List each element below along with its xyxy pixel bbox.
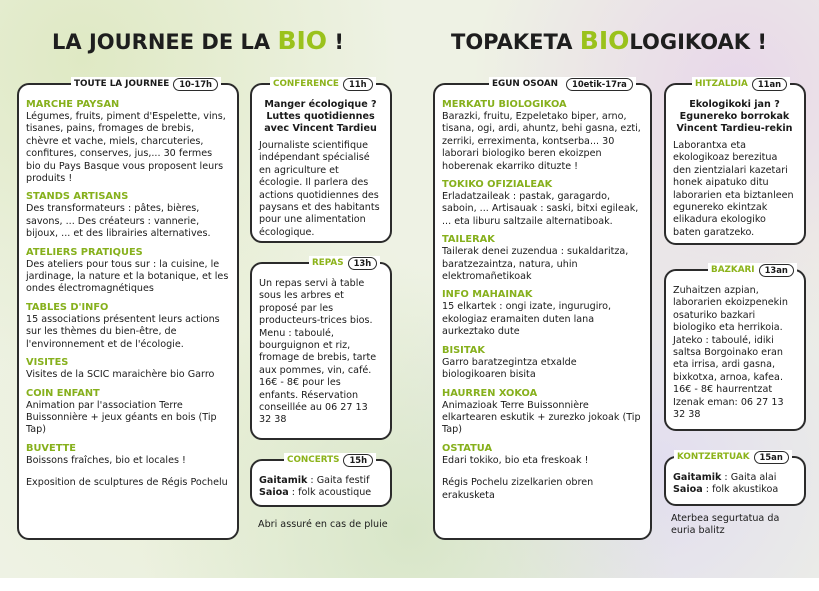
kontzertu-item-1-name: Gaitamik: [673, 472, 722, 483]
kontzertuak-tab-label: KONTZERTUAK: [677, 451, 750, 462]
bottom-strip: [0, 578, 819, 591]
toute-journee-section-text: Boissons fraîches, bio et locales !: [26, 454, 186, 466]
egun-osoan-box: [433, 78, 652, 540]
left-title: [52, 26, 344, 55]
hitzaldia-text: Laborantxa eta ekologikoaz berezitua den zientzialari kazetari honek aipatuko ditu laborarien eta biztanleen egunereko ekintzak elikadura ekologiko baten garatzeko.: [673, 140, 794, 238]
toute-journee-section-heading: COIN ENFANT: [26, 387, 100, 399]
conference-text: Journaliste scientifique indépendant spécialisé en agriculture et écologie. Il parlera des actions quotidiennes des paysans et des habitants pour une alimentation écologique.: [259, 140, 380, 238]
conference-tab: [270, 77, 376, 91]
toute-journee-section-text: Visites de la SCIC maraichère bio Garro: [26, 369, 215, 381]
egun-osoan-section-text: Garro baratzegintza etxalde biologikoaren bisita: [442, 356, 577, 381]
egun-osoan-section-text: Tailerak denei zuzendua : sukaldaritza, baratzezaintza, natura, uhin elektromañetikoak: [442, 246, 629, 283]
toute-journee-section-heading: TABLES D'INFO: [26, 301, 109, 313]
toute-journee-tab-label: TOUTE LA JOURNEE: [74, 78, 170, 89]
toute-journee-sections: [26, 99, 229, 467]
hitzaldia-tab: [692, 77, 790, 91]
egun-osoan-time: 10etik-17ra: [566, 78, 633, 91]
egun-osoan-section-text: 15 elkartek : ongi izate, ingurugiro, ekologiaz eramaiten duten lana aurkeztako dute: [442, 301, 612, 338]
bazkari-time: 13an: [759, 264, 794, 277]
egun-osoan-section-heading: BISITAK: [442, 344, 485, 356]
concerts-note: Abri assuré en cas de pluie: [258, 519, 388, 530]
egun-osoan-section-heading: TAILERAK: [442, 234, 495, 246]
concert-item-2: [259, 487, 382, 499]
bazkari-box: [664, 264, 806, 431]
bazkari-tab: [708, 263, 797, 277]
concert-item-2-name: Saioa: [259, 487, 289, 499]
bazkari-tab-label: BAZKARI: [711, 264, 755, 275]
toute-journee-section-text: Légumes, fruits, piment d'Espelette, vins, tisanes, pains, fromages de brebis, chèvre et vache, miels, charcuteries, confitures, conserves, jus,... 30 fermes bio du Pays Basque vous proposent leurs produits !: [26, 111, 226, 185]
left-title-suffix: !: [327, 30, 344, 54]
egun-osoan-section-heading: HAURREN XOKOA: [442, 387, 538, 399]
concerts-tab-label: CONCERTS: [287, 454, 340, 465]
conference-box: [250, 78, 392, 243]
left-title-bio: BIO: [277, 26, 328, 55]
toute-journee-section-text: 15 associations présentent leurs actions sur les thèmes du bien-être, de l'environnement et de l'écologie.: [26, 313, 220, 350]
concert-item-1-desc: : Gaita festif: [307, 475, 370, 486]
toute-journee-footer: Exposition de sculptures de Régis Pochelu: [26, 477, 228, 489]
conference-title: Manger écologique ? Luttes quotidiennes avec Vincent Tardieu: [264, 99, 377, 134]
kontzertu-item-1-desc: : Gaita alai: [721, 472, 777, 483]
toute-journee-section-heading: MARCHE PAYSAN: [26, 99, 120, 110]
toute-journee-section-heading: ATELIERS PRATIQUES: [26, 246, 143, 258]
kontzertuak-tab: [674, 450, 792, 464]
right-title-bio: BIO: [579, 26, 630, 55]
egun-osoan-tab: [489, 77, 636, 91]
right-title-suffix: LOGIKOAK !: [629, 30, 767, 54]
kontzertuak-time: 15an: [754, 451, 789, 464]
egun-osoan-sections: [442, 99, 642, 467]
kontzertu-item-2-desc: : folk akustikoa: [702, 484, 779, 496]
toute-journee-tab: [71, 77, 221, 91]
egun-osoan-section-text: Animazioak Terre Buissonnière elkartearen eskutik + zurezko jokoak (Tip Tap): [442, 399, 641, 436]
concert-item-1-name: Gaitamik: [259, 475, 308, 486]
repas-tab: [309, 256, 380, 270]
concerts-tab: [284, 453, 376, 467]
kontzertu-item-2-name: Saioa: [673, 484, 703, 496]
left-title-prefix: LA JOURNEE DE LA: [52, 30, 278, 54]
kontzertuak-note: Aterbea segurtatua da euria balitz: [671, 513, 780, 537]
concerts-time: 15h: [343, 454, 373, 467]
toute-journee-time: 10-17h: [173, 78, 218, 91]
egun-osoan-footer: Régis Pochelu zizelkarien obren erakusketa: [442, 477, 594, 501]
concerts-box: [250, 454, 392, 507]
right-title: [451, 26, 767, 55]
egun-osoan-section-heading: MERKATU BIOLOGIKOA: [442, 99, 567, 110]
hitzaldia-time: 11an: [752, 78, 787, 91]
bazkari-text: Zuhaitzen azpian, laborarien ekoizpenekin osaturiko bazkari biologiko eta herrikoia. Jateko : taboulé, idiki saltsa Borgoinako eran eta irrisa, ardi gasna, bixkotxa, arnoa, kafea. 16€ - 8€ haurrentzat Izenak eman: 06 27 13 32 38: [673, 285, 788, 421]
egun-osoan-section-heading: OSTATUA: [442, 442, 493, 454]
hitzaldia-tab-label: HITZALDIA: [695, 78, 748, 89]
toute-journee-section-text: Des ateliers pour tous sur : la cuisine, le jardinage, la nature et la botanique, et les ondes électromagnétiques: [26, 258, 229, 295]
concert-item-1: [259, 475, 382, 487]
toute-journee-section-text: Des transformateurs : pâtes, bières, savons, ... Des créateurs : vannerie, bijoux, ... et des librairies alternatives.: [26, 203, 211, 240]
conference-time: 11h: [343, 78, 373, 91]
hitzaldia-box: [664, 78, 806, 245]
kontzertu-item-1: [673, 472, 796, 484]
concert-item-2-desc: : folk acoustique: [288, 487, 372, 499]
repas-time: 13h: [348, 257, 378, 270]
hitzaldia-title: Ekologikoki jan ? Egunereko borrokak Vincent Tardieu-rekin: [676, 99, 793, 134]
repas-text: Un repas servi à table sous les arbres et proposé par les producteurs-trices bios. Menu : taboulé, bourguignon et riz, fromage de brebis, tarte aux pommes, vin, café. 16€ - 8€ pour les enfants. Réservation conseillée au 06 27 13 32 38: [259, 278, 377, 426]
conference-tab-label: CONFERENCE: [273, 78, 339, 89]
repas-box: [250, 257, 392, 440]
kontzertu-item-2: [673, 484, 796, 496]
kontzertuak-box: [664, 451, 806, 506]
toute-journee-section-heading: VISITES: [26, 357, 69, 369]
repas-tab-label: REPAS: [312, 257, 344, 268]
egun-osoan-section-heading: INFO MAHAINAK: [442, 289, 533, 301]
right-title-prefix: TOPAKETA: [451, 30, 580, 54]
toute-journee-section-heading: BUVETTE: [26, 442, 76, 454]
egun-osoan-section-text: Erladatzaileak : pastak, garagardo, saboin, ... Artisauak : saski, bitxi egileak, ... eta liburu saltzaile alternatiboak.: [442, 191, 639, 227]
egun-osoan-section-text: Barazki, fruitu, Ezpeletako biper, arno, tisana, ogi, ardi, ahuntz, behi gasna, ezti, zerriki, erreximenta, kontserba... 30 laborari biologiko beren ekoizpen hoberenak ekarriko dituzte !: [442, 111, 641, 172]
toute-journee-box: [17, 78, 239, 540]
egun-osoan-section-heading: TOKIKO OFIZIALEAK: [442, 179, 553, 191]
toute-journee-section-text: Animation par l'association Terre Buissonnière + jeux géants en bois (Tip Tap): [26, 399, 217, 436]
egun-osoan-section-text: Edari tokiko, bio eta freskoak !: [442, 454, 589, 466]
toute-journee-section-heading: STANDS ARTISANS: [26, 191, 129, 203]
egun-osoan-tab-label: EGUN OSOAN: [492, 78, 559, 89]
